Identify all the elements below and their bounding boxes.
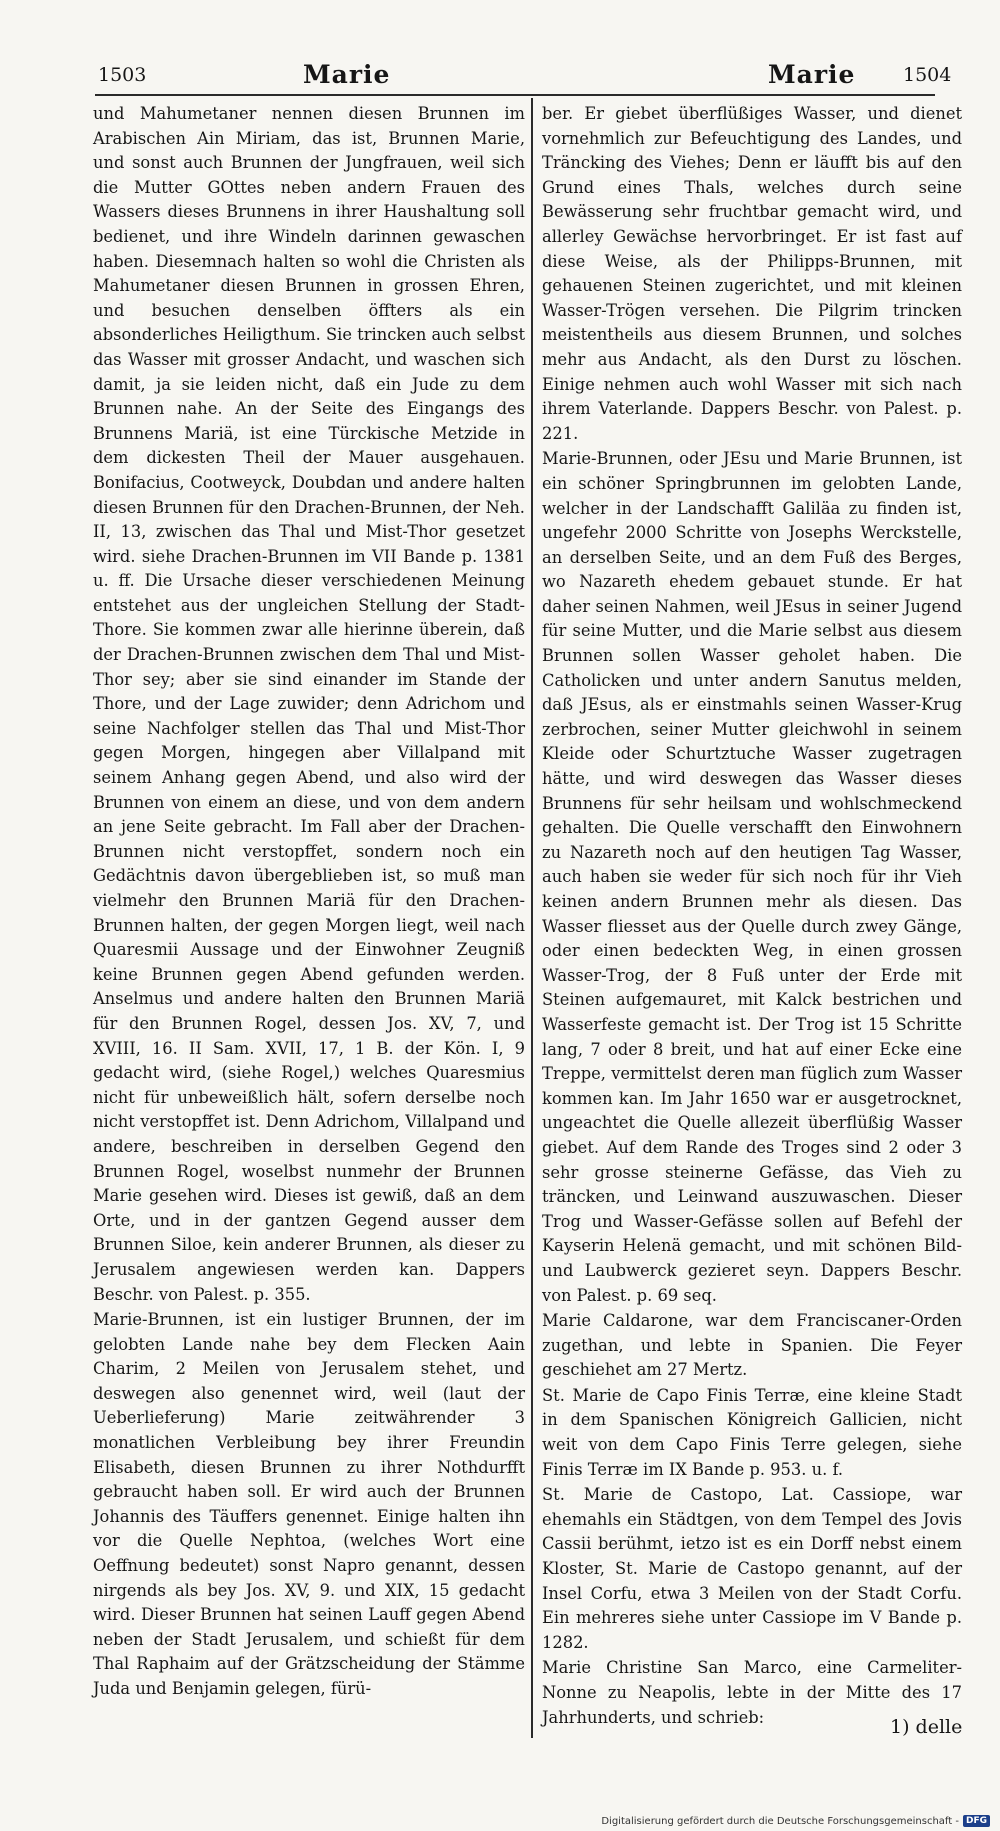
paragraph: Marie-Brunnen, ist ein lustiger Brunnen, der im gelobten Lande nahe bey dem Flecken Aain Charim, 2 Meilen von Jerusalem stehet, und deswegen also genennet wird, weil (laut der Ueberlieferung) Marie zeitwährender 3 monatlichen Verbleibung bey ihrer Freundin Elisabeth, diesen Brunnen zu ihrer Nothdurfft gebraucht haben soll. Er wird auch der Brunnen Johannis des Täuffers genennet. Einige halten ihn vor die Quelle Nephtoa, (welches Wort eine Oeffnung bedeutet) sonst Napro genannt, dessen nirgends als bey Jos. XV, 9. und XIX, 15 gedacht wird. Dieser Brunnen hat seinen Lauff gegen Abend neben der Stadt Jerusalem, und schießt für dem Thal Raphaim auf der Grätzscheidung der Stämme Juda und Benjamin gelegen, fürü- xyxy=(93,1310,525,1698)
catchword: 1) delle xyxy=(890,1716,963,1738)
footer-text: Digitalisierung gefördert durch die Deutsche Forschungsgemeinschaft - xyxy=(601,1815,959,1827)
page-number-right: 1504 xyxy=(903,64,952,86)
paragraph: St. Marie de Castopo, Lat. Cassiope, war ehemahls ein Städtgen, von dem Tempel des Jovis Cassii berühmt, ietzo ist es ein Dorff nebst einem Kloster, St. Marie de Castopo genannt, auf der Insel Corfu, etwa 3 Meilen von der Stadt Corfu. Ein mehreres siehe unter Cassiope im V Bande p. 1282. xyxy=(542,1485,962,1652)
page-header xyxy=(68,60,952,94)
paragraph: und Mahumetaner nennen diesen Brunnen im Arabischen Ain Miriam, das ist, Brunnen Marie, und sonst auch Brunnen der Jungfrauen, weil sich die Mutter GOttes neben andern Frauen des Wassers dieses Brunnens in ihrer Haushaltung soll bedienet, und ihre Windeln darinnen gewaschen haben. Diesemnach halten so wohl die Christen als Mahumetaner diesen Brunnen in grossen Ehren, und besuchen denselben öffters als ein absonderliches Heiligthum. Sie trincken auch selbst das Wasser mit grosser Andacht, und waschen sich damit, ja sie leiden nicht, daß ein Jude zu dem Brunnen nahe. An der Seite des Eingangs des Brunnens Mariä, ist eine Türckische Metzide in dem dickesten Theil der Mauer ausgehauen. Bonifacius, Cootweyck, Doubdan und andere halten diesen Brunnen für den Drachen-Brunnen, der Neh. II, 13, zwischen das Thal und Mist-Thor gesetzet wird. siehe Drachen-Brunnen im VII Bande p. 1381 u. ff. Die Ursache dieser verschiedenen Meinung entstehet aus der ungleichen Stellung der Stadt-Thore. Sie kommen zwar alle hierinne überein, daß der Drachen-Brunnen zwischen dem Thal und Mist-Thor sey; aber sie sind einander im Stande der Thore, und der Lage zuwider; denn Adrichom und seine Nachfolger stellen das Thal und Mist-Thor gegen Morgen, hingegen aber Villalpand mit seinem Anhang gegen Abend, und also wird der Brunnen von einem an diese, und von dem andern an jene Seite gebracht. Im Fall aber der Drachen-Brunnen nicht verstopffet, sondern noch ein Gedächtnis davon übergeblieben ist, so muß man vielmehr den Brunnen Mariä für den Drachen-Brunnen halten, der gegen Morgen liegt, weil nach Quaresmii Aussage und der Einwohner Zeugniß keine Brunnen gegen Abend gefunden werden. Anselmus und andere halten den Brunnen Mariä für den Brunnen Rogel, dessen Jos. XV, 7, und XVIII, 16. II Sam. XVII, 17, 1 B. der Kön. I, 9 gedacht wird, (siehe Rogel,) welches Quaresmius nicht für unbeweißlich hält, sofern derselbe noch nicht verstopffet ist. Denn Adrichom, Villalpand und andere, beschreiben in derselben Gegend den Brunnen Rogel, woselbst nunmehr der Brunnen Marie gesehen wird. Dieses ist gewiß, daß an dem Orte, und in der gantzen Gegend ausser dem Brunnen Siloe, kein anderer Brunnen, als dieser zu Jerusalem angewiesen werden kan. Dappers Beschr. von Palest. p. 355. xyxy=(93,104,525,1304)
header-rule xyxy=(95,94,935,96)
running-head-left: Marie xyxy=(303,60,391,89)
column-divider xyxy=(531,98,533,1738)
page-number-left: 1503 xyxy=(98,64,147,86)
paragraph: Marie Christine San Marco, eine Carmeliter-Nonne zu Neapolis, lebte in der Mitte des 17 Jahrhunderts, und schrieb: xyxy=(542,1658,962,1727)
dfg-logo: DFG xyxy=(963,1815,990,1827)
paragraph: ber. Er giebet überflüßiges Wasser, und dienet vornehmlich zur Befeuchtigung des Landes, und Träncking des Viehes; Denn er läufft bis auf den Grund eines Thals, welches durch seine Bewässerung sehr fruchtbar gemacht wird, und allerley Gewächse hervorbringet. Er ist fast auf diese Weise, als der Philipps-Brunnen, mit gehauenen Steinen zugerichtet, und mit kleinen Wasser-Trögen versehen. Die Pilgrim trincken meistentheils aus diesem Brunnen, und solches mehr aus Andacht, als den Durst zu löschen. Einige nehmen auch wohl Wasser mit sich nach ihrem Vaterlande. Dappers Beschr. von Palest. p. 221. xyxy=(542,104,962,443)
paragraph: Marie Caldarone, war dem Franciscaner-Orden zugethan, und lebte in Spanien. Die Feyer geschiehet am 27 Mertz. xyxy=(542,1311,962,1380)
running-head-right: Marie xyxy=(768,60,856,89)
right-column xyxy=(542,102,962,1730)
paragraph: Marie-Brunnen, oder JEsu und Marie Brunnen, ist ein schöner Springbrunnen im gelobten Lande, welcher in der Landschafft Galiläa zu finden ist, ungefehr 2000 Schritte von Josephs Werckstelle, an derselben Seite, und an dem Fuß des Berges, wo Nazareth ehedem gebauet stunde. Er hat daher seinen Nahmen, weil JEsus in seiner Jugend für seine Mutter, und die Marie selbst aus diesem Brunnen sollen Wasser geholet haben. Die Catholicken und unter andern Sanutus melden, daß JEsus, als er einstmahls seinen Wasser-Krug zerbrochen, seiner Mutter gleichwohl in seinem Kleide oder Schurtztuche Wasser zugetragen hätte, und wird deswegen das Wasser dieses Brunnens für sehr heilsam und wohlschmeckend gehalten. Die Quelle verschafft den Einwohnern zu Nazareth noch auf den heutigen Tag Wasser, auch haben sie weder für sich noch für ihr Vieh keinen andern Brunnen mehr als diesen. Das Wasser fliesset aus der Quelle durch zwey Gänge, oder einen bedeckten Weg, in einen grossen Wasser-Trog, der 8 Fuß unter der Erde mit Steinen aufgemauret, mit Kalck bestrichen und Wasserfeste gemacht ist. Der Trog ist 15 Schritte lang, 7 oder 8 breit, und hat auf einer Ecke eine Treppe, vermittelst deren man füglich zum Wasser kommen kan. Im Jahr 1650 war er ausgetrocknet, ungeachtet die Quelle allezeit überflüßig Wasser giebet. Auf dem Rande des Troges sind 2 oder 3 sehr grosse steinerne Gefässe, das Vieh zu träncken, und Leinwand auszuwaschen. Dieser Trog und Wasser-Gefässe sollen auf Befehl der Kayserin Helenä gemacht, und mit schönen Bild- und Laubwerck gezieret seyn. Dappers Beschr. von Palest. p. 69 seq. xyxy=(542,449,962,1305)
paragraph: St. Marie de Capo Finis Terræ, eine kleine Stadt in dem Spanischen Königreich Gallicien, nicht weit von dem Capo Finis Terre gelegen, siehe Finis Terræ im IX Bande p. 953. u. f. xyxy=(542,1385,962,1479)
left-column xyxy=(93,102,525,1702)
digitization-footer xyxy=(601,1815,990,1827)
